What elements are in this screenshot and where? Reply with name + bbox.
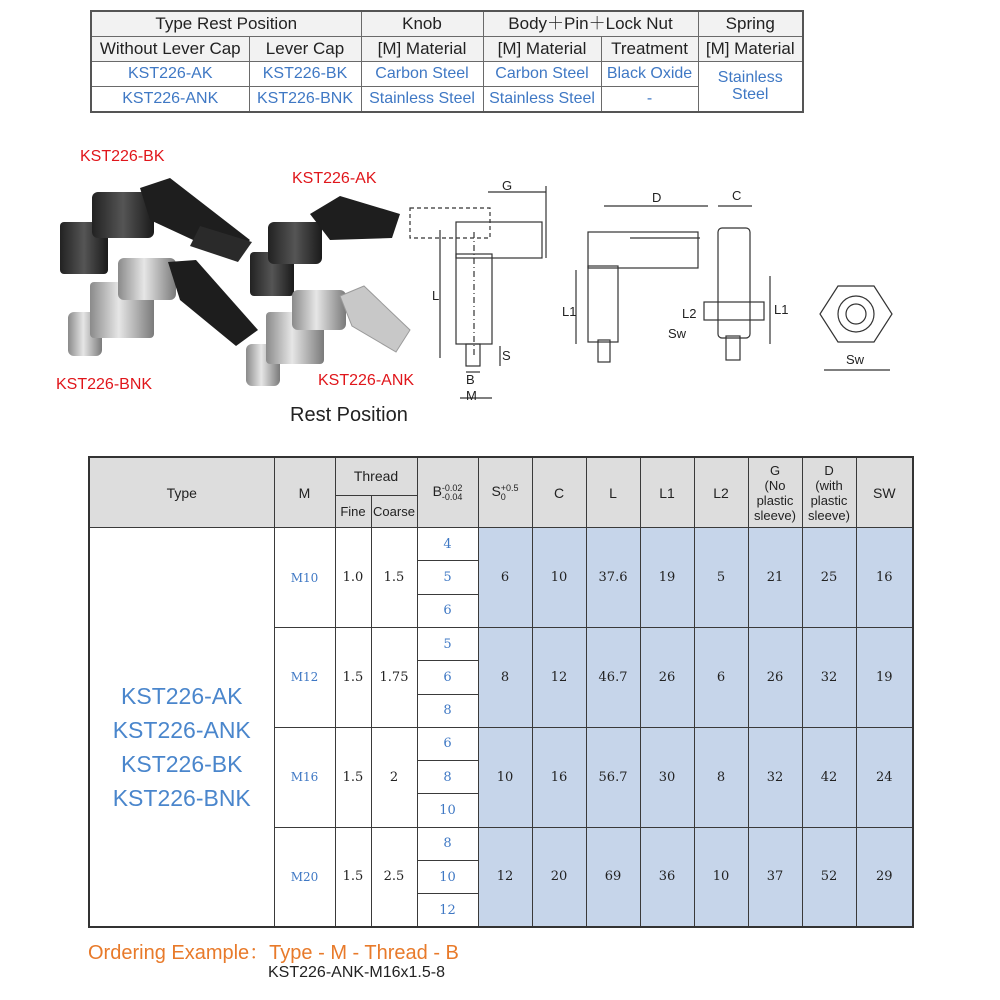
cell-b: 6 bbox=[417, 661, 478, 694]
cell-type-ak: KST226-AK bbox=[91, 62, 249, 87]
header-g-line3: plastic bbox=[756, 492, 794, 508]
cell-l2: 8 bbox=[694, 727, 748, 827]
cell-l1: 26 bbox=[640, 627, 694, 727]
cell-s: 8 bbox=[478, 627, 532, 727]
dim-b: B bbox=[466, 372, 475, 387]
header-thread: Thread bbox=[335, 457, 417, 495]
header-type-rest-position: Type Rest Position bbox=[91, 11, 361, 37]
header-knob-material: [M] Material bbox=[361, 37, 483, 62]
cell-b: 10 bbox=[417, 860, 478, 893]
cell-l: 37.6 bbox=[586, 528, 640, 628]
type-list-cell bbox=[89, 528, 274, 927]
cell-l1: 30 bbox=[640, 727, 694, 827]
dimension-table bbox=[88, 456, 914, 928]
dim-l2: L2 bbox=[682, 306, 697, 321]
cell-c: 10 bbox=[532, 528, 586, 628]
header-g bbox=[748, 457, 802, 528]
cell-b: 6 bbox=[417, 727, 478, 760]
cell-fine: 1.5 bbox=[335, 827, 371, 927]
cell-l2: 6 bbox=[694, 627, 748, 727]
header-g-line2: (No bbox=[764, 477, 786, 493]
header-knob: Knob bbox=[361, 11, 483, 37]
cell-l: 56.7 bbox=[586, 727, 640, 827]
dim-s: S bbox=[502, 348, 511, 363]
dim-d: D bbox=[652, 190, 662, 205]
cell-treatment-black-oxide: Black Oxide bbox=[601, 62, 698, 87]
cell-fine: 1.5 bbox=[335, 727, 371, 827]
cell-d: 52 bbox=[802, 827, 856, 927]
cell-fine: 1.5 bbox=[335, 627, 371, 727]
drawing-side-lever bbox=[576, 206, 708, 362]
cell-s: 6 bbox=[478, 528, 532, 628]
header-b-label: B bbox=[432, 483, 442, 500]
header-l2: L2 bbox=[694, 457, 748, 528]
header-d bbox=[802, 457, 856, 528]
header-b-tol-upper: -0.02 bbox=[441, 482, 463, 493]
dim-l: L bbox=[432, 288, 440, 303]
label-kst226-ank: KST226-ANK bbox=[318, 372, 415, 389]
dim-g: G bbox=[502, 178, 513, 193]
label-kst226-bnk: KST226-BNK bbox=[56, 376, 153, 393]
cell-b: 8 bbox=[417, 827, 478, 860]
type-kst226-ank: KST226-ANK bbox=[112, 717, 251, 744]
cell-sw: 19 bbox=[856, 627, 913, 727]
header-body-pin-lock-nut: Body＋Pin＋Lock Nut bbox=[483, 11, 698, 37]
cell-l: 69 bbox=[586, 827, 640, 927]
cell-type-bnk: KST226-BNK bbox=[249, 87, 361, 113]
header-d-line2: (with bbox=[815, 477, 843, 493]
cell-l2: 10 bbox=[694, 827, 748, 927]
table-row bbox=[89, 528, 913, 561]
cell-coarse: 1.5 bbox=[371, 528, 417, 628]
cell-c: 16 bbox=[532, 727, 586, 827]
header-type: Type bbox=[89, 457, 274, 528]
ordering-example-label: Ordering Example：Type - M - Thread - B bbox=[88, 942, 459, 964]
cell-b: 5 bbox=[417, 627, 478, 660]
cell-b: 12 bbox=[417, 894, 478, 927]
cell-fine: 1.0 bbox=[335, 528, 371, 628]
cell-knob-stainless: Stainless Steel bbox=[361, 87, 483, 113]
cell-b: 5 bbox=[417, 561, 478, 594]
type-kst226-bk: KST226-BK bbox=[121, 751, 243, 778]
cell-spring-stainless: Stainless Steel bbox=[698, 62, 803, 113]
header-b bbox=[417, 457, 478, 528]
cell-type-ank: KST226-ANK bbox=[91, 87, 249, 113]
cell-l1: 36 bbox=[640, 827, 694, 927]
cell-b: 8 bbox=[417, 694, 478, 727]
header-b-tol-lower: -0.04 bbox=[441, 491, 463, 502]
cell-g: 37 bbox=[748, 827, 802, 927]
header-spring-material: [M] Material bbox=[698, 37, 803, 62]
header-s-tolerance bbox=[501, 484, 519, 502]
dim-sw-hex: Sw bbox=[846, 352, 865, 367]
dim-l1-left: L1 bbox=[562, 304, 577, 319]
label-kst226-bk: KST226-BK bbox=[80, 148, 165, 165]
header-l1: L1 bbox=[640, 457, 694, 528]
header-lever-cap: Lever Cap bbox=[249, 37, 361, 62]
cell-m-m16: M16 bbox=[274, 727, 335, 827]
cell-c: 12 bbox=[532, 627, 586, 727]
header-m: M bbox=[274, 457, 335, 528]
cell-type-bk: KST226-BK bbox=[249, 62, 361, 87]
header-c: C bbox=[532, 457, 586, 528]
cell-l1: 19 bbox=[640, 528, 694, 628]
cell-s: 10 bbox=[478, 727, 532, 827]
header-sw: SW bbox=[856, 457, 913, 528]
header-l: L bbox=[586, 457, 640, 528]
header-s-label: S bbox=[491, 483, 501, 500]
header-s bbox=[478, 457, 532, 528]
ordering-example-value: KST226-ANK-M16x1.5-8 bbox=[268, 964, 445, 981]
cell-sw: 24 bbox=[856, 727, 913, 827]
cell-g: 32 bbox=[748, 727, 802, 827]
cell-g: 26 bbox=[748, 627, 802, 727]
header-without-lever-cap: Without Lever Cap bbox=[91, 37, 249, 62]
cell-coarse: 1.75 bbox=[371, 627, 417, 727]
header-s-tol-upper: +0.5 bbox=[500, 482, 519, 493]
dim-m: M bbox=[466, 388, 477, 403]
header-g-line4: sleeve) bbox=[754, 507, 796, 523]
cell-d: 32 bbox=[802, 627, 856, 727]
cell-s: 12 bbox=[478, 827, 532, 927]
cell-b: 8 bbox=[417, 761, 478, 794]
cell-treatment-none: - bbox=[601, 87, 698, 113]
dim-c: C bbox=[732, 188, 742, 203]
cell-coarse: 2.5 bbox=[371, 827, 417, 927]
cell-b: 10 bbox=[417, 794, 478, 827]
header-b-tolerance bbox=[442, 484, 463, 502]
cell-c: 20 bbox=[532, 827, 586, 927]
cell-knob-carbon: Carbon Steel bbox=[361, 62, 483, 87]
cell-body-carbon: Carbon Steel bbox=[483, 62, 601, 87]
cell-l2: 5 bbox=[694, 528, 748, 628]
header-d-line3: plastic bbox=[810, 492, 848, 508]
rest-position-caption: Rest Position bbox=[290, 404, 408, 426]
drawing-side-rest bbox=[410, 186, 546, 398]
header-coarse: Coarse bbox=[371, 495, 417, 527]
dim-l1-right: L1 bbox=[774, 302, 789, 317]
header-g-line1: G bbox=[769, 462, 781, 478]
cell-d: 25 bbox=[802, 528, 856, 628]
cell-d: 42 bbox=[802, 727, 856, 827]
drawing-front bbox=[704, 206, 770, 360]
cell-b: 6 bbox=[417, 594, 478, 627]
header-body-material: [M] Material bbox=[483, 37, 601, 62]
cell-b: 4 bbox=[417, 528, 478, 561]
header-d-line4: sleeve) bbox=[808, 507, 850, 523]
cell-m-m12: M12 bbox=[274, 627, 335, 727]
cell-l: 46.7 bbox=[586, 627, 640, 727]
header-treatment: Treatment bbox=[601, 37, 698, 62]
header-fine: Fine bbox=[335, 495, 371, 527]
dim-sw-side: Sw bbox=[668, 326, 687, 341]
cell-m-m20: M20 bbox=[274, 827, 335, 927]
type-kst226-bnk: KST226-BNK bbox=[112, 785, 251, 812]
cell-sw: 29 bbox=[856, 827, 913, 927]
header-spring: Spring bbox=[698, 11, 803, 37]
type-kst226-ak: KST226-AK bbox=[121, 683, 243, 710]
cell-body-stainless: Stainless Steel bbox=[483, 87, 601, 113]
header-d-line1: D bbox=[824, 462, 834, 478]
cell-coarse: 2 bbox=[371, 727, 417, 827]
cell-g: 21 bbox=[748, 528, 802, 628]
cell-m-m10: M10 bbox=[274, 528, 335, 628]
cell-sw: 16 bbox=[856, 528, 913, 628]
label-kst226-ak: KST226-AK bbox=[292, 170, 377, 187]
header-s-tol-lower: 0 bbox=[500, 491, 506, 502]
